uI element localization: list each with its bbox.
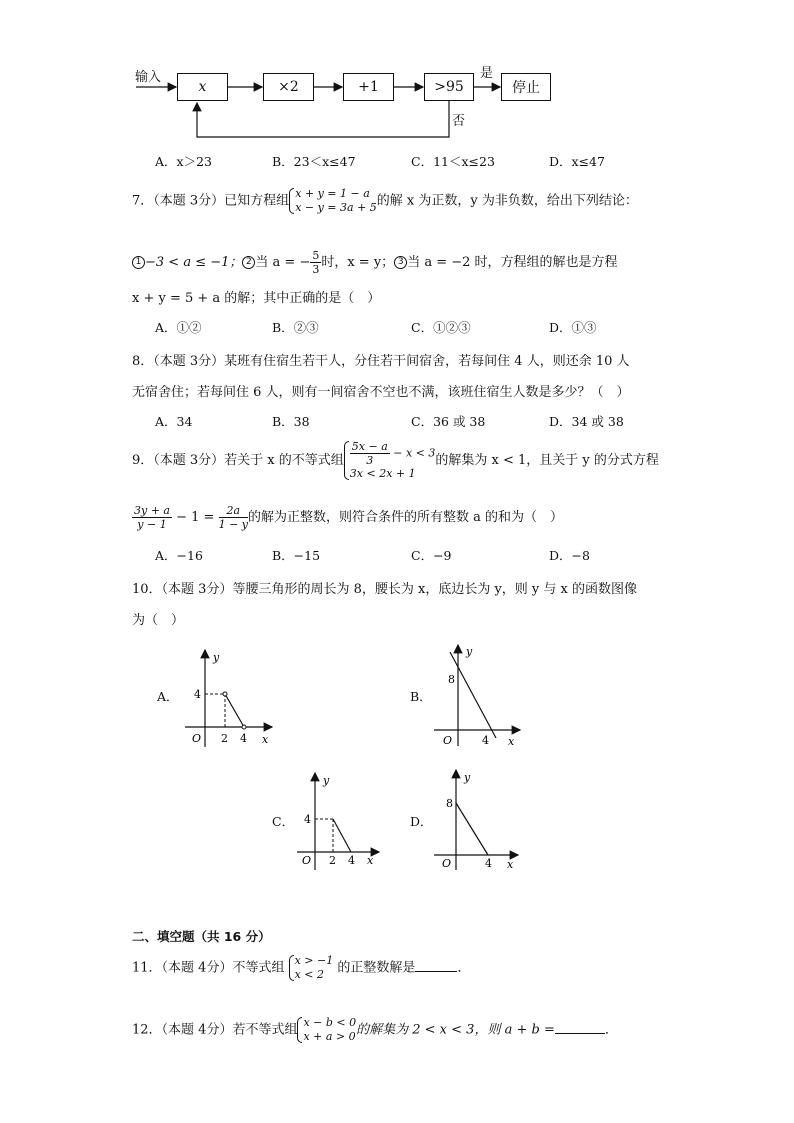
q9-f1-num: 3y + a (134, 504, 170, 517)
flow-yes-label: 是 (480, 66, 494, 81)
q9-fraction-1 (132, 504, 172, 531)
graph-a-tick-2: 2 (221, 732, 228, 745)
q8-line-2: 无宿舍住；若每间住 6 人，则有一间宿舍不空也不满，该班住宿生人数是多少？（ ） (132, 385, 630, 400)
q9-fraction-2 (219, 504, 248, 531)
q11-suffix: 的正整数解是 (337, 960, 416, 976)
graph-b-x-label: x (508, 735, 515, 748)
q10-graph-label-b: B． (410, 689, 432, 704)
question-9-line-2 (132, 504, 563, 531)
q9-option-b: B．−15 (272, 548, 321, 563)
graph-a (180, 645, 280, 750)
flow-box-x: x (177, 73, 228, 101)
graph-c-y-label: y (323, 774, 330, 787)
q6-option-c: C．11＜x≤23 (411, 154, 495, 169)
q9-suffix: 的解集为 x < 1，且关于 y 的分式方程 (435, 453, 659, 468)
graph-d-origin: O (442, 857, 452, 870)
q12-answer-blank[interactable] (555, 1021, 605, 1034)
q7-frac-num: 5 (312, 249, 320, 262)
flowchart-connectors (0, 0, 794, 150)
q7-system (289, 187, 377, 215)
q9-frac-den: 3 (366, 454, 374, 467)
q8-option-c: C．36 或 38 (411, 414, 486, 429)
q11-prefix: 11．（本题 4分）不等式组 (132, 960, 285, 976)
q8-option-d: D．34 或 38 (549, 414, 624, 429)
q12-eq1: x − b < 0 (303, 1016, 357, 1029)
q9-option-c: C．−9 (411, 548, 452, 563)
q12-end: ． (604, 1022, 618, 1038)
question-7-line-2 (132, 249, 618, 276)
q6-option-d: D．x≤47 (549, 154, 605, 169)
graph-a-origin: O (192, 732, 202, 745)
flow-box-compare: >95 (424, 73, 474, 101)
q9-eq2: 3x < 2x + 1 (349, 467, 416, 480)
graph-d-tick-4: 4 (485, 857, 492, 870)
q9-f1-den: y − 1 (137, 518, 167, 531)
circled-number-3: 3 (394, 256, 407, 269)
q7-prefix: 7．（本题 3分）已知方程组 (132, 193, 290, 209)
q7-fraction (310, 249, 321, 276)
graph-c-tick-y4: 4 (304, 813, 311, 826)
q11-eq2: x < 2 (294, 968, 325, 981)
q10-graph-label-c: C． (272, 814, 295, 829)
q9-eq1-tail: − x < 3 (393, 446, 436, 460)
q7-conclusion-2b: 时，x = y； (321, 255, 395, 270)
q7-option-b: B．②③ (272, 320, 319, 335)
graph-b (430, 640, 530, 750)
q11-eq1: x > −1 (294, 954, 334, 967)
question-12 (132, 1016, 618, 1044)
q7-conclusion-3: 当 a = −2 时，方程组的解也是方程 (407, 255, 618, 270)
q8-option-b: B．38 (272, 414, 310, 429)
graph-c-x-label: x (367, 854, 374, 867)
question-11: 11．（本题 4分）不等式组 x > −1 x < 2 的正整数解是 ． (132, 954, 471, 981)
q9-frac-num: 5x − a (351, 440, 388, 453)
q8-option-a: A．34 (155, 414, 193, 429)
q9-prefix: 9．（本题 3分）若关于 x 的不等式组 (132, 453, 344, 468)
graph-a-x-label: x (262, 733, 269, 746)
q7-eq1: x + y = 1 − a (295, 187, 370, 200)
q12-eq2: x + a > 0 (303, 1030, 356, 1043)
flow-input-label: 输入 (135, 70, 162, 85)
graph-b-origin: O (443, 734, 453, 747)
question-9-line-1 (132, 440, 659, 481)
q7-suffix: 的解 x 为正数，y 为非负数，给出下列结论： (376, 193, 638, 209)
q7-conclusion-2a: 当 a = − (255, 255, 311, 270)
graph-d-y-label: y (464, 771, 471, 784)
q12-middle: 的解集为 2 < x < 3，则 a + b = (356, 1022, 555, 1038)
q7-line-3: x + y = 5 + a 的解；其中正确的是（ ） (132, 291, 381, 306)
q12-prefix: 12．（本题 4分）若不等式组 (132, 1022, 298, 1038)
flow-box-times2: ×2 (263, 73, 314, 101)
q7-option-a: A．①② (155, 320, 202, 335)
graph-c-tick-4: 4 (348, 854, 355, 867)
q9-eq1-fraction (350, 440, 390, 467)
graph-b-y-label: y (466, 645, 473, 658)
graph-a-tick-4: 4 (240, 732, 247, 745)
graph-a-y-label: y (213, 651, 220, 664)
graph-c (293, 768, 388, 873)
graph-c-origin: O (302, 854, 312, 867)
graph-d-tick-8: 8 (446, 797, 453, 810)
q9-system (344, 440, 436, 481)
flow-box-plus1: +1 (343, 73, 394, 101)
q9-option-d: D．−8 (549, 548, 590, 563)
circled-number-1: 1 (132, 256, 145, 269)
q11-system (289, 954, 334, 982)
q6-option-a: A．x＞23 (155, 154, 212, 169)
q10-graph-label-d: D． (410, 814, 433, 829)
q9-eq1 (350, 440, 436, 467)
section-2-title: 二、填空题（共 16 分） (132, 929, 271, 944)
q9-f2-den: 1 − y (218, 518, 249, 531)
graph-c-tick-2: 2 (329, 854, 336, 867)
q10-line-1: 10．（本题 3分）等腰三角形的周长为 8，腰长为 x，底边长为 y，则 y 与 x 的函数图像 (132, 582, 637, 597)
question-7-line-1 (132, 187, 638, 215)
graph-a-tick-y4: 4 (194, 688, 201, 701)
graph-b-tick-4: 4 (482, 734, 489, 747)
q12-system (297, 1016, 356, 1044)
q10-graph-label-a: A． (157, 689, 179, 704)
graph-d-x-label: x (507, 858, 514, 871)
circled-number-2: 2 (242, 256, 255, 269)
q7-conclusion-1: −3 < a ≤ −1； (145, 255, 243, 270)
q9-option-a: A．−16 (155, 548, 203, 563)
q7-option-c: C．①②③ (411, 320, 471, 335)
graph-d (432, 765, 527, 873)
q11-answer-blank[interactable] (415, 959, 457, 972)
q9-equation-mid: − 1 = (176, 510, 215, 525)
q9-f2-num: 2a (219, 504, 248, 518)
flow-no-label: 否 (452, 114, 466, 129)
q6-option-b: B．23＜x≤47 (272, 154, 356, 169)
q7-option-d: D．①③ (549, 320, 597, 335)
q9-line2-suffix: 的解为正整数，则符合条件的所有整数 a 的和为（ ） (248, 510, 564, 525)
graph-b-tick-8: 8 (448, 673, 455, 686)
q10-line-2: 为（ ） (132, 613, 185, 628)
q7-eq2: x − y = 3a + 5 (295, 201, 377, 214)
flow-box-stop: 停止 (501, 73, 551, 101)
q7-frac-den: 3 (312, 263, 320, 276)
q8-line-1: 8．（本题 3分）某班有住宿生若干人，分住若干间宿舍，若每间住 4 人，则还余 10 人 (132, 354, 630, 369)
